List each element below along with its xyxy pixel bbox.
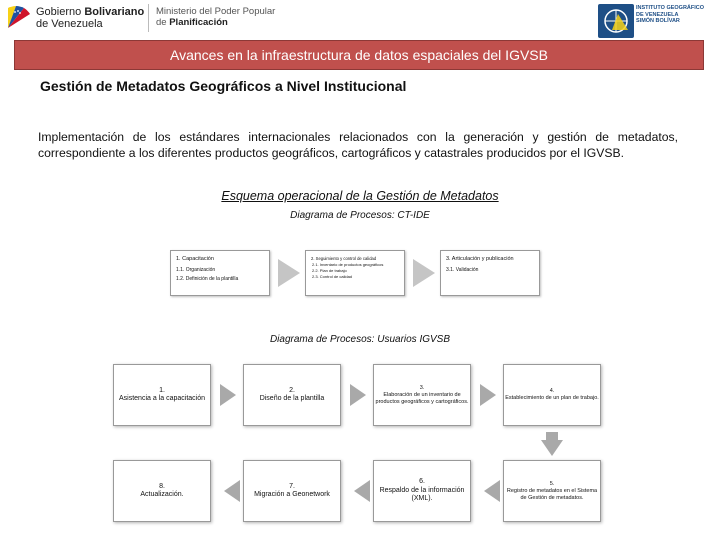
process-step-3: [373, 364, 471, 426]
arrow-right-icon: [413, 259, 435, 287]
box-heading: 1. Capacitación: [176, 256, 214, 262]
arrow-right-icon: [480, 384, 496, 406]
step-label: Elaboración de un inventario de productos geográficos y cartográficos.: [375, 391, 469, 405]
diagram2-title: Diagrama de Procesos: Usuarios IGVSB: [269, 334, 451, 345]
step-label: Actualización.: [140, 491, 184, 498]
diagram1-title: Diagrama de Procesos: CT-IDE: [290, 210, 430, 221]
arrow-down-icon: [541, 440, 563, 456]
box-item: 1.1. Organización: [176, 267, 216, 273]
process-step-8: [113, 460, 211, 522]
institute-emblem-icon: [598, 4, 634, 38]
step-number: 2.: [289, 386, 295, 394]
arrow-left-icon: [354, 480, 370, 502]
arrow-left-icon: [224, 480, 240, 502]
arrow-down-stem: [546, 432, 558, 440]
step-number: 5.: [549, 480, 555, 487]
step-number: 6.: [419, 478, 425, 486]
arrow-right-icon: [220, 384, 236, 406]
institute-name: INSTITUTO GEOGRÁFICO DE VENEZUELA SIMÓN BOLÍVAR: [636, 5, 705, 24]
title-banner: [14, 40, 704, 70]
step-number: 8.: [159, 482, 165, 490]
step-label: Asistencia a la capacitación: [119, 395, 205, 402]
step-label: Migración a Geonetwork: [254, 491, 330, 498]
process-step-5: [503, 460, 601, 522]
government-logo: [6, 2, 306, 34]
section-subtitle: Gestión de Metadatos Geográficos a Nivel Institucional: [40, 78, 407, 94]
step-number: 7.: [289, 482, 295, 490]
box-item: 2.3. Control de calidad: [312, 274, 353, 279]
process-step-1: [113, 364, 211, 426]
arrow-left-icon: [484, 480, 500, 502]
step-number: 3.: [419, 384, 425, 391]
step-label: Establecimiento de un plan de trabajo.: [505, 395, 599, 401]
process-step-7: [243, 460, 341, 522]
box-item: 3.1. Validación: [446, 267, 479, 273]
banner-title: Avances en la infraestructura de datos espaciales del IGVSB: [170, 47, 548, 63]
step-label: Registro de metadatos en el Sistema de Gestión de metadatos.: [506, 487, 598, 501]
ct-ide-box-articulacion: [440, 250, 540, 296]
arrow-right-icon: [278, 259, 300, 287]
box-item: 2.1. Inventario de productos geográficos: [312, 262, 384, 267]
process-step-4: [503, 364, 601, 426]
step-number: 4.: [549, 388, 555, 394]
intro-paragraph: Implementación de los estándares internacionales relacionados con la generación y gestión de metadatos, correspondiente a los diferentes productos geográficos, cartográficos y catastrales producidos por el IGVSB.: [38, 130, 678, 160]
process-step-6: [373, 460, 471, 522]
government-name: Gobierno Bolivariano de Venezuela: [36, 6, 145, 30]
institute-logo: [596, 2, 720, 42]
ministry-name: Ministerio del Poder Popular de Planificación: [156, 6, 276, 28]
step-label: Diseño de la plantilla: [259, 395, 325, 402]
process-step-2: [243, 364, 341, 426]
step-label: Respaldo de la información (XML).: [379, 486, 465, 503]
box-heading: 2. Seguimiento y control de calidad: [311, 256, 377, 261]
box-item: 2.2. Plan de trabajo: [312, 268, 347, 273]
venezuela-flag-icon: [6, 4, 32, 30]
logo-divider: [148, 4, 149, 32]
scheme-title: Esquema operacional de la Gestión de Metadatos: [221, 189, 499, 203]
arrow-right-icon: [350, 384, 366, 406]
box-heading: 3. Articulación y publicación: [446, 256, 514, 262]
box-item: 1.2. Definición de la plantilla: [176, 276, 239, 282]
ct-ide-box-seguimiento: [305, 250, 405, 296]
step-number: 1.: [159, 386, 165, 394]
ct-ide-box-capacitacion: [170, 250, 270, 296]
